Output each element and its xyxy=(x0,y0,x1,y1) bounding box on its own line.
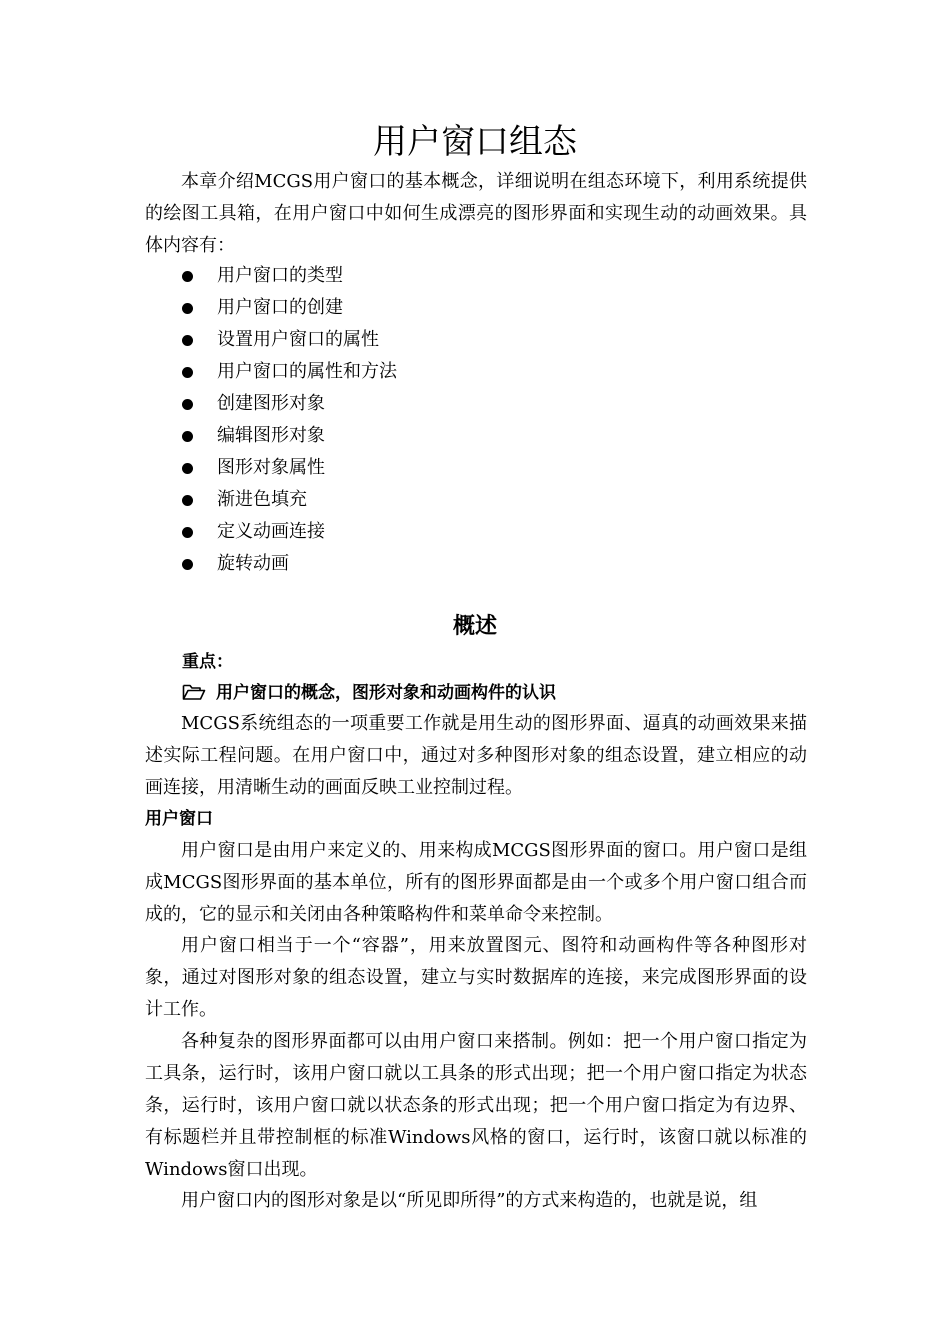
list-item: 旋转动画 xyxy=(145,548,397,580)
bullet-icon xyxy=(182,335,193,346)
paragraph-4: 用户窗口内的图形对象是以“所见即所得”的方式来构造的，也就是说，组 xyxy=(181,1190,758,1211)
paragraph-1: 用户窗口是由用户来定义的、用来构成MCGS图形界面的窗口。用户窗口是组成MCGS图形界面的基本单位，所有的图形界面都是由一个或多个用户窗口组合而成的，它的显示和关闭由各种策略构件和菜单命令来控制。 xyxy=(145,840,807,925)
bullet-icon xyxy=(182,559,193,570)
bullet-icon xyxy=(182,303,193,314)
bullet-icon xyxy=(182,463,193,474)
key-point: 用户窗口的概念，图形对象和动画构件的认识 xyxy=(182,677,556,712)
section-title: 概述 xyxy=(452,613,497,639)
topic-list xyxy=(145,260,397,580)
list-item: 设置用户窗口的属性 xyxy=(145,324,397,356)
subheading: 用户窗口 xyxy=(145,809,213,829)
paragraph-3: 各种复杂的图形界面都可以由用户窗口来搭制。例如：把一个用户窗口指定为工具条，运行时，该用户窗口就以工具条的形式出现；把一个用户窗口指定为状态条，运行时，该用户窗口就以状态条的形式出现；把一个用户窗口指定为有边界、有标题栏并且带控制框的标准Windows风格的窗口，运行时，该窗口就以标准的Windows窗口出现。 xyxy=(145,1031,807,1180)
bullet-icon xyxy=(182,271,193,282)
intro-paragraph: 本章介绍MCGS用户窗口的基本概念，详细说明在组态环境下，利用系统提供的绘图工具箱，在用户窗口中如何生成漂亮的图形界面和实现生动的动画效果。具体内容有： xyxy=(145,171,807,256)
list-item: 渐进色填充 xyxy=(145,484,397,516)
list-item: 用户窗口的创建 xyxy=(145,292,397,324)
list-item: 图形对象属性 xyxy=(145,452,397,484)
paragraph-2: 用户窗口相当于一个“容器”，用来放置图元、图符和动画构件等各种图形对象，通过对图形对象的组态设置，建立与实时数据库的连接，来完成图形界面的设计工作。 xyxy=(145,935,807,1020)
key-label: 重点： xyxy=(182,652,233,672)
bullet-icon xyxy=(182,495,193,506)
list-item: 编辑图形对象 xyxy=(145,420,397,452)
page-title: 用户窗口组态 xyxy=(373,122,577,162)
list-item: 用户窗口的属性和方法 xyxy=(145,356,397,388)
bullet-icon xyxy=(182,399,193,410)
list-item: 定义动画连接 xyxy=(145,516,397,548)
bullet-icon xyxy=(182,431,193,442)
list-item: 用户窗口的类型 xyxy=(145,260,397,292)
bullet-icon xyxy=(182,367,193,378)
list-item: 创建图形对象 xyxy=(145,388,397,420)
bullet-icon xyxy=(182,527,193,538)
overview-paragraph: MCGS系统组态的一项重要工作就是用生动的图形界面、逼真的动画效果来描述实际工程问题。在用户窗口中，通过对多种图形对象的组态设置，建立相应的动画连接，用清晰生动的画面反映工业控制过程。 xyxy=(145,713,807,798)
